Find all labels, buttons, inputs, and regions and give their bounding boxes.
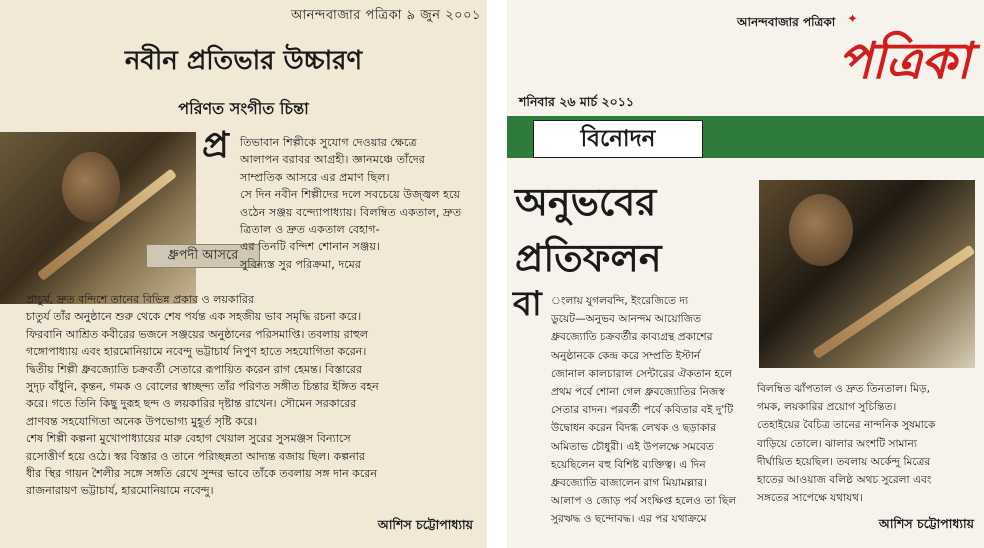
right-headline-line-2: প্রতিফলন xyxy=(515,236,662,280)
right-clipping xyxy=(507,0,984,548)
text-line: আলাপন বরাবর আগ্রহী। জ্ঞানমঞ্চে তাঁদের xyxy=(240,153,425,167)
photo-sitar xyxy=(812,245,975,360)
left-dropcap: প্র xyxy=(202,125,229,166)
star-icon: ✦ xyxy=(847,12,858,27)
right-headline-line-1: অনুভবের xyxy=(515,180,657,224)
section-label: বিনোদন xyxy=(533,120,703,158)
right-body-column-2 xyxy=(757,380,979,507)
text-line: চাতুর্য তাঁর অনুষ্ঠানে শুরু থেকে শেষ পর্যন্ত এক সহজীয় ভাব সমৃদ্ধি রচনা করে। xyxy=(26,310,362,324)
photo-face xyxy=(62,152,120,222)
text-line: আলাপ ও জোড় পর্ব সংক্ষিপ্ত হলেও তা ছিল xyxy=(551,495,737,508)
text-line: অমিতাভ চৌধুরী। এই উপলক্ষে সমবেত xyxy=(551,440,714,453)
text-line: বিলম্বিত ঝাঁপতাল ও দ্রুত তিনতাল। মিড়, xyxy=(757,383,930,395)
text-line: ধ্রুবজ্যোতি বাজালেন রাগ মিয়ামল্লার। xyxy=(551,477,708,490)
text-line: অনুষ্ঠানকে কেন্দ্র করে সম্প্রতি ইস্টার্ন xyxy=(551,349,701,362)
left-body-column-main xyxy=(26,291,482,500)
text-line: শেষ শিল্পী কল্পনা মুখোপাধ্যায়ের মারু বেহাগ খেয়াল সুরের সুসমঞ্জস বিন্যাসে xyxy=(26,432,351,446)
text-line: সুরঋদ্ধ ও ছন্দোবদ্ধ। এর পর যথাক্রমে xyxy=(551,513,707,526)
right-dropcap: বা xyxy=(513,284,542,324)
left-byline: আশিস চট্টোপাধ্যায় xyxy=(377,517,473,532)
text-line: সুদৃঢ় বাঁধুনি, কৃন্তন, গমক ও বোলের স্বাচ্ছন্দ্য তাঁর পরিণত সঙ্গীত চিন্তার ইঙ্গিত বহন xyxy=(26,380,379,394)
text-line: ংলায় যুগলবন্দি, ইংরেজিতে দ্য xyxy=(551,295,689,307)
left-headline: নবীন প্রতিভার উচ্চারণ xyxy=(124,46,363,76)
text-line: প্রাচুর্য, দ্রুত বন্দিশে তানের বিভিন্ন প্রকার ও লয়কারির xyxy=(26,293,255,306)
text-line: বাড়িয়ে তোলে। ঝালার অংশটি সামান্য xyxy=(757,437,917,450)
right-headline xyxy=(515,174,755,286)
left-clipping xyxy=(0,0,487,548)
text-line: ফিরবানি আশ্রিত কবীরের ভজনে সঞ্জয়ের অনুষ্ঠানের পরিসমাপ্তি। তবলায় রাহুল xyxy=(26,327,369,341)
right-byline: আশিস চট্টোপাধ্যায় xyxy=(878,516,974,531)
text-line: তেহাইয়ের বৈচিত্র তানের নান্দনিক সুষমাকে xyxy=(757,419,936,432)
text-line: হয়েছিলেন বহু বিশিষ্ট ব্যক্তিত্ব। এ দিন xyxy=(551,458,706,471)
text-line: জোনাল কালচারাল সেন্টারের ঐকতান হলে xyxy=(551,367,733,380)
text-line: ধ্রুবজ্যোতি চক্রবর্তীর কাব্যগ্রন্থ প্রকাশের xyxy=(551,331,713,344)
text-line: দীর্ঘায়িত হয়েছিল। তবলায় অর্কেন্দু মিত্রের xyxy=(757,455,931,468)
text-line: সাম্প্রতিক আসরে এর প্রমাণ ছিল। xyxy=(240,170,390,184)
left-body-column-top xyxy=(240,134,480,273)
text-line: সে দিন নবীন শিল্পীদের দলে সবচেয়ে উজ্জ্বল হয়ে xyxy=(240,188,461,202)
left-subheadline: পরিণত সংগীত চিন্তা xyxy=(178,99,309,118)
text-line: দ্বিতীয় শিল্পী ধ্রুবজ্যোতি চক্রবর্তী সেতারে রূপায়িত করেন রাগ হেমন্ত। বিস্তারের xyxy=(26,362,362,376)
text-line: সঙ্গতের সাপেক্ষে যথাযথ। xyxy=(757,492,863,505)
text-line: রসোত্তীর্ণ হয়ে ওঠে। স্বর বিস্তার ও তানে পরিচ্ছন্নতা আদ্যন্ত বজায় ছিল। কল্পনার xyxy=(26,449,365,463)
text-line: এর তিনটি বন্দিশ শোনান সঞ্জয়। xyxy=(240,240,381,254)
text-line: হাতের আওয়াজ বলিষ্ঠ অথচ সুরেলা এবং xyxy=(757,474,932,487)
right-body-column-1 xyxy=(551,292,761,529)
right-date: শনিবার ২৬ মার্চ ২০১১ xyxy=(519,94,634,109)
text-line: রাজনারায়ণ ভট্টাচার্য, হারমোনিয়ামে নবেন্দু। xyxy=(26,484,214,498)
text-line: সেতার বাদন। পরবর্তী পর্বে কবিতার বই দু'টি xyxy=(551,404,734,417)
left-photo-caption: ধ্রুপদী আসরে xyxy=(146,244,260,268)
right-logo: পত্রিকা xyxy=(838,32,970,90)
text-line: প্রাণবন্ত সহযোগিতা অনেক উপভোগ্য মুহূর্ত সৃষ্টি করে। xyxy=(26,414,258,428)
text-line: ডুয়েট—অনুভব আনন্দম আয়োজিত xyxy=(551,313,702,326)
right-photo-sitar-player xyxy=(759,180,975,368)
left-masthead: আনন্দবাজার পত্রিকা ৯ জুন ২০০১ xyxy=(290,8,481,23)
text-line: ওঠেন সঞ্জয় বন্দ্যোপাধ্যায়। বিলম্বিত একতাল, দ্রুত xyxy=(240,205,462,219)
text-line: প্রথম পর্বে শোনা গেল ধ্রুবজ্যোতির নিজস্ব xyxy=(551,386,725,399)
text-line: উদ্বোধন করেন বিদগ্ধ লেখক ও ছড়াকার xyxy=(551,422,717,435)
text-line: ত্রিতাল ও দ্রুত একতাল বেহাগ- xyxy=(240,223,380,237)
text-line: গমক, লয়কারির প্রয়োগ সুচিন্তিত। xyxy=(757,401,897,414)
text-line: করে। গতে তিনি কিছু দুরূহ ছন্দ ও লয়কারির দৃষ্টান্ত রাখেন। সৌমেন সরকারের xyxy=(26,397,357,411)
right-masthead: আনন্দবাজার পত্রিকা xyxy=(737,15,836,29)
text-line: ধীর স্থির গায়ন শৈলীর সঙ্গে সঙ্গতি রেখে সুন্দর ভাবে তাঁকে তবলায় সঙ্গ দান করেন xyxy=(26,467,377,481)
photo-face xyxy=(789,194,853,266)
text-line: তিভাবান শিল্পীকে সুযোগ দেওয়ার ক্ষেত্রে xyxy=(240,136,417,149)
left-photo-sitar-player xyxy=(0,132,196,304)
text-line: সুবিন্যস্ত সুর পরিক্রমা, দমের xyxy=(240,257,362,271)
text-line: গঙ্গোপাধ্যায় এবং হারমোনিয়ামে নবেন্দু ভট্টাচার্য নিপুণ হাতে সহযোগিতা করেন। xyxy=(26,345,367,359)
